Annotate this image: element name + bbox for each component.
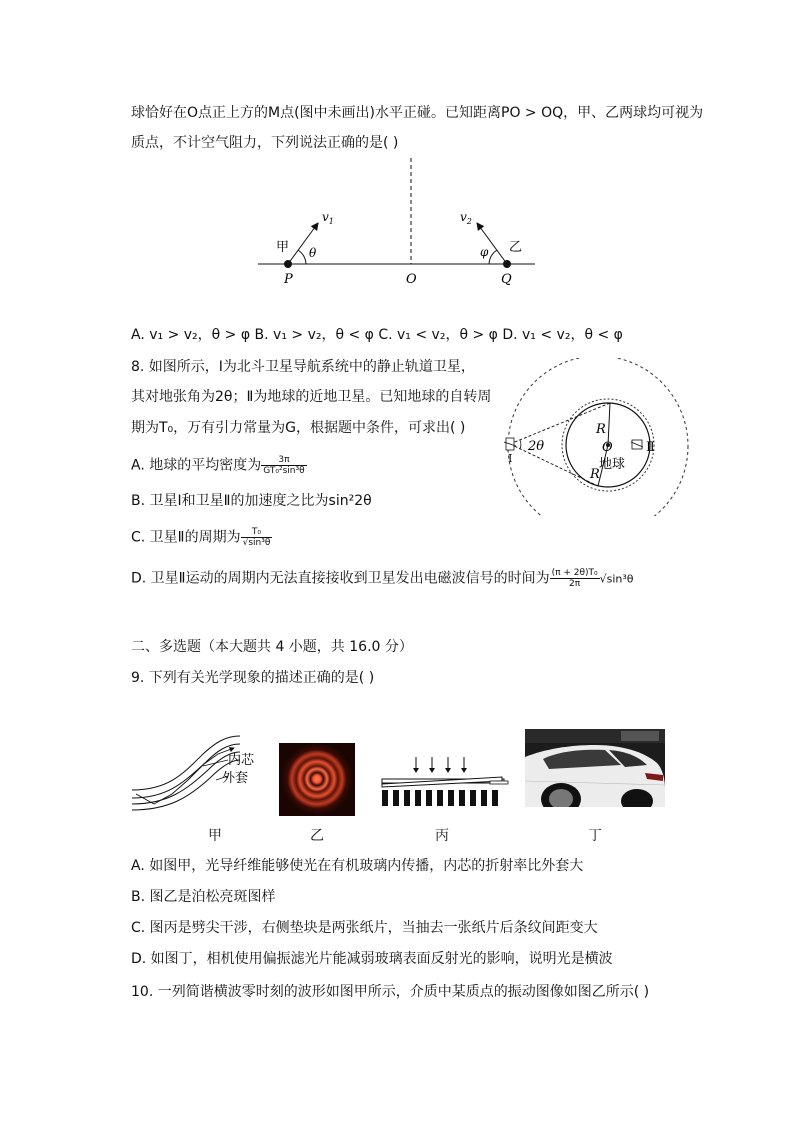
label-v1: $v_1$ <box>322 210 334 226</box>
q8-option-c <box>131 527 272 548</box>
phi-arc <box>489 250 497 264</box>
q8-option-b: B. 卫星Ⅰ和卫星Ⅱ的加速度之比为sin²2θ <box>131 493 372 509</box>
q8-option-c-fraction <box>241 527 273 548</box>
label-r-lower: R <box>590 467 600 482</box>
q8-option-a <box>131 455 307 476</box>
geo-orbit <box>508 358 688 516</box>
car-photo-figure <box>525 729 665 807</box>
q8-option-d-tail: √sin³θ <box>599 572 634 586</box>
radius-upper <box>608 403 610 445</box>
q7-options: A. v₁ > v₂，θ > φ B. v₁ > v₂，θ < φ C. v₁ < v₂，θ > φ D. v₁ < v₂，θ < φ <box>131 327 623 343</box>
frac-num: (π + 2θ)T₀ <box>551 568 598 578</box>
caption-jia: 甲 <box>208 828 222 844</box>
q8-satellite-figure <box>498 358 692 516</box>
q8-option-d <box>131 568 634 590</box>
label-ii: Ⅱ <box>646 440 655 455</box>
q8-option-a-text: A. 地球的平均密度为 <box>131 457 262 474</box>
q9-option-c: C. 图丙是劈尖干涉，右侧垫块是两张纸片，当抽去一张纸片后条纹间距变大 <box>131 920 598 936</box>
tangent-upper <box>510 403 610 444</box>
satellite-i-icon <box>504 438 516 450</box>
q9-option-b: B. 图乙是泊松亮斑图样 <box>131 889 276 905</box>
tangent-lower <box>510 444 598 486</box>
label-r-upper: R <box>596 422 606 437</box>
frac-den: √sin³θ <box>242 538 271 548</box>
label-2theta: 2θ <box>528 439 545 454</box>
label-o: O <box>406 272 417 287</box>
label-jia: 甲 <box>276 240 290 255</box>
q7-projectile-figure <box>250 155 550 290</box>
label-phi: φ <box>480 245 489 259</box>
poisson-spot-figure <box>279 743 355 816</box>
angle-arc <box>520 440 521 449</box>
q8-line3: 期为T₀，万有引力常量为G，根据题中条件，可求出( ) <box>131 420 466 436</box>
label-cladding: 外套 <box>222 771 249 786</box>
label-v2: $v_2$ <box>460 210 472 226</box>
theta-arc <box>298 250 306 264</box>
frac-num: T₀ <box>241 527 273 538</box>
label-earth: 地球 <box>599 457 626 472</box>
q8-option-c-text: C. 卫星Ⅱ的周期为 <box>131 529 241 546</box>
label-p: P <box>284 272 293 287</box>
frac-num: 3π <box>261 455 306 466</box>
q10-stem: 10. 一列简谐横波零时刻的波形如图甲所示，介质中某质点的振动图像如图乙所示( ) <box>131 984 650 1000</box>
section2-title: 二、多选题（本大题共 4 小题，共 16.0 分） <box>131 639 413 655</box>
q7-line1: 球恰好在O点正上方的M点(图中未画出)水平正碰。已知距离PO > OQ，甲、乙两球均可视为 <box>131 105 704 121</box>
caption-yi: 乙 <box>310 828 324 844</box>
frac-den: GT₀²sin³θ <box>263 466 305 476</box>
label-theta: θ <box>309 246 317 260</box>
frac-den: 2π <box>569 579 581 589</box>
label-yi: 乙 <box>509 240 523 255</box>
q9-stem: 9. 下列有关光学现象的描述正确的是( ) <box>131 670 375 686</box>
wedge-interference-figure <box>378 757 514 807</box>
q8-option-d-text: D. 卫星Ⅱ运动的周期内无法直接接收到卫星发出电磁波信号的时间为 <box>131 570 550 587</box>
caption-ding: 丁 <box>588 828 602 844</box>
q9-option-a: A. 如图甲，光导纤维能够使光在有机玻璃内传播，内芯的折射率比外套大 <box>131 858 584 874</box>
label-core: 内芯 <box>228 753 255 768</box>
interference-fringes <box>382 790 498 806</box>
q9-option-d: D. 如图丁，相机使用偏振滤光片能减弱玻璃表面反射光的影响，说明光是横波 <box>131 951 613 967</box>
label-o: O <box>602 440 613 455</box>
q8-line1: 8. 如图所示，Ⅰ为北斗卫星导航系统中的静止轨道卫星， <box>131 359 475 375</box>
fiber-optic-figure <box>128 732 268 814</box>
q8-option-d-fraction <box>550 568 600 589</box>
satellite-ii-icon <box>631 440 643 449</box>
q8-option-a-fraction <box>261 455 306 476</box>
label-i: Ⅰ <box>508 452 513 465</box>
q7-line2: 质点，不计空气阻力，下列说法正确的是( ) <box>131 135 399 151</box>
q8-line2: 其对地张角为2θ；Ⅱ为地球的近地卫星。已知地球的自转周 <box>131 389 492 405</box>
caption-bing: 丙 <box>435 828 449 844</box>
label-q: Q <box>501 272 512 287</box>
